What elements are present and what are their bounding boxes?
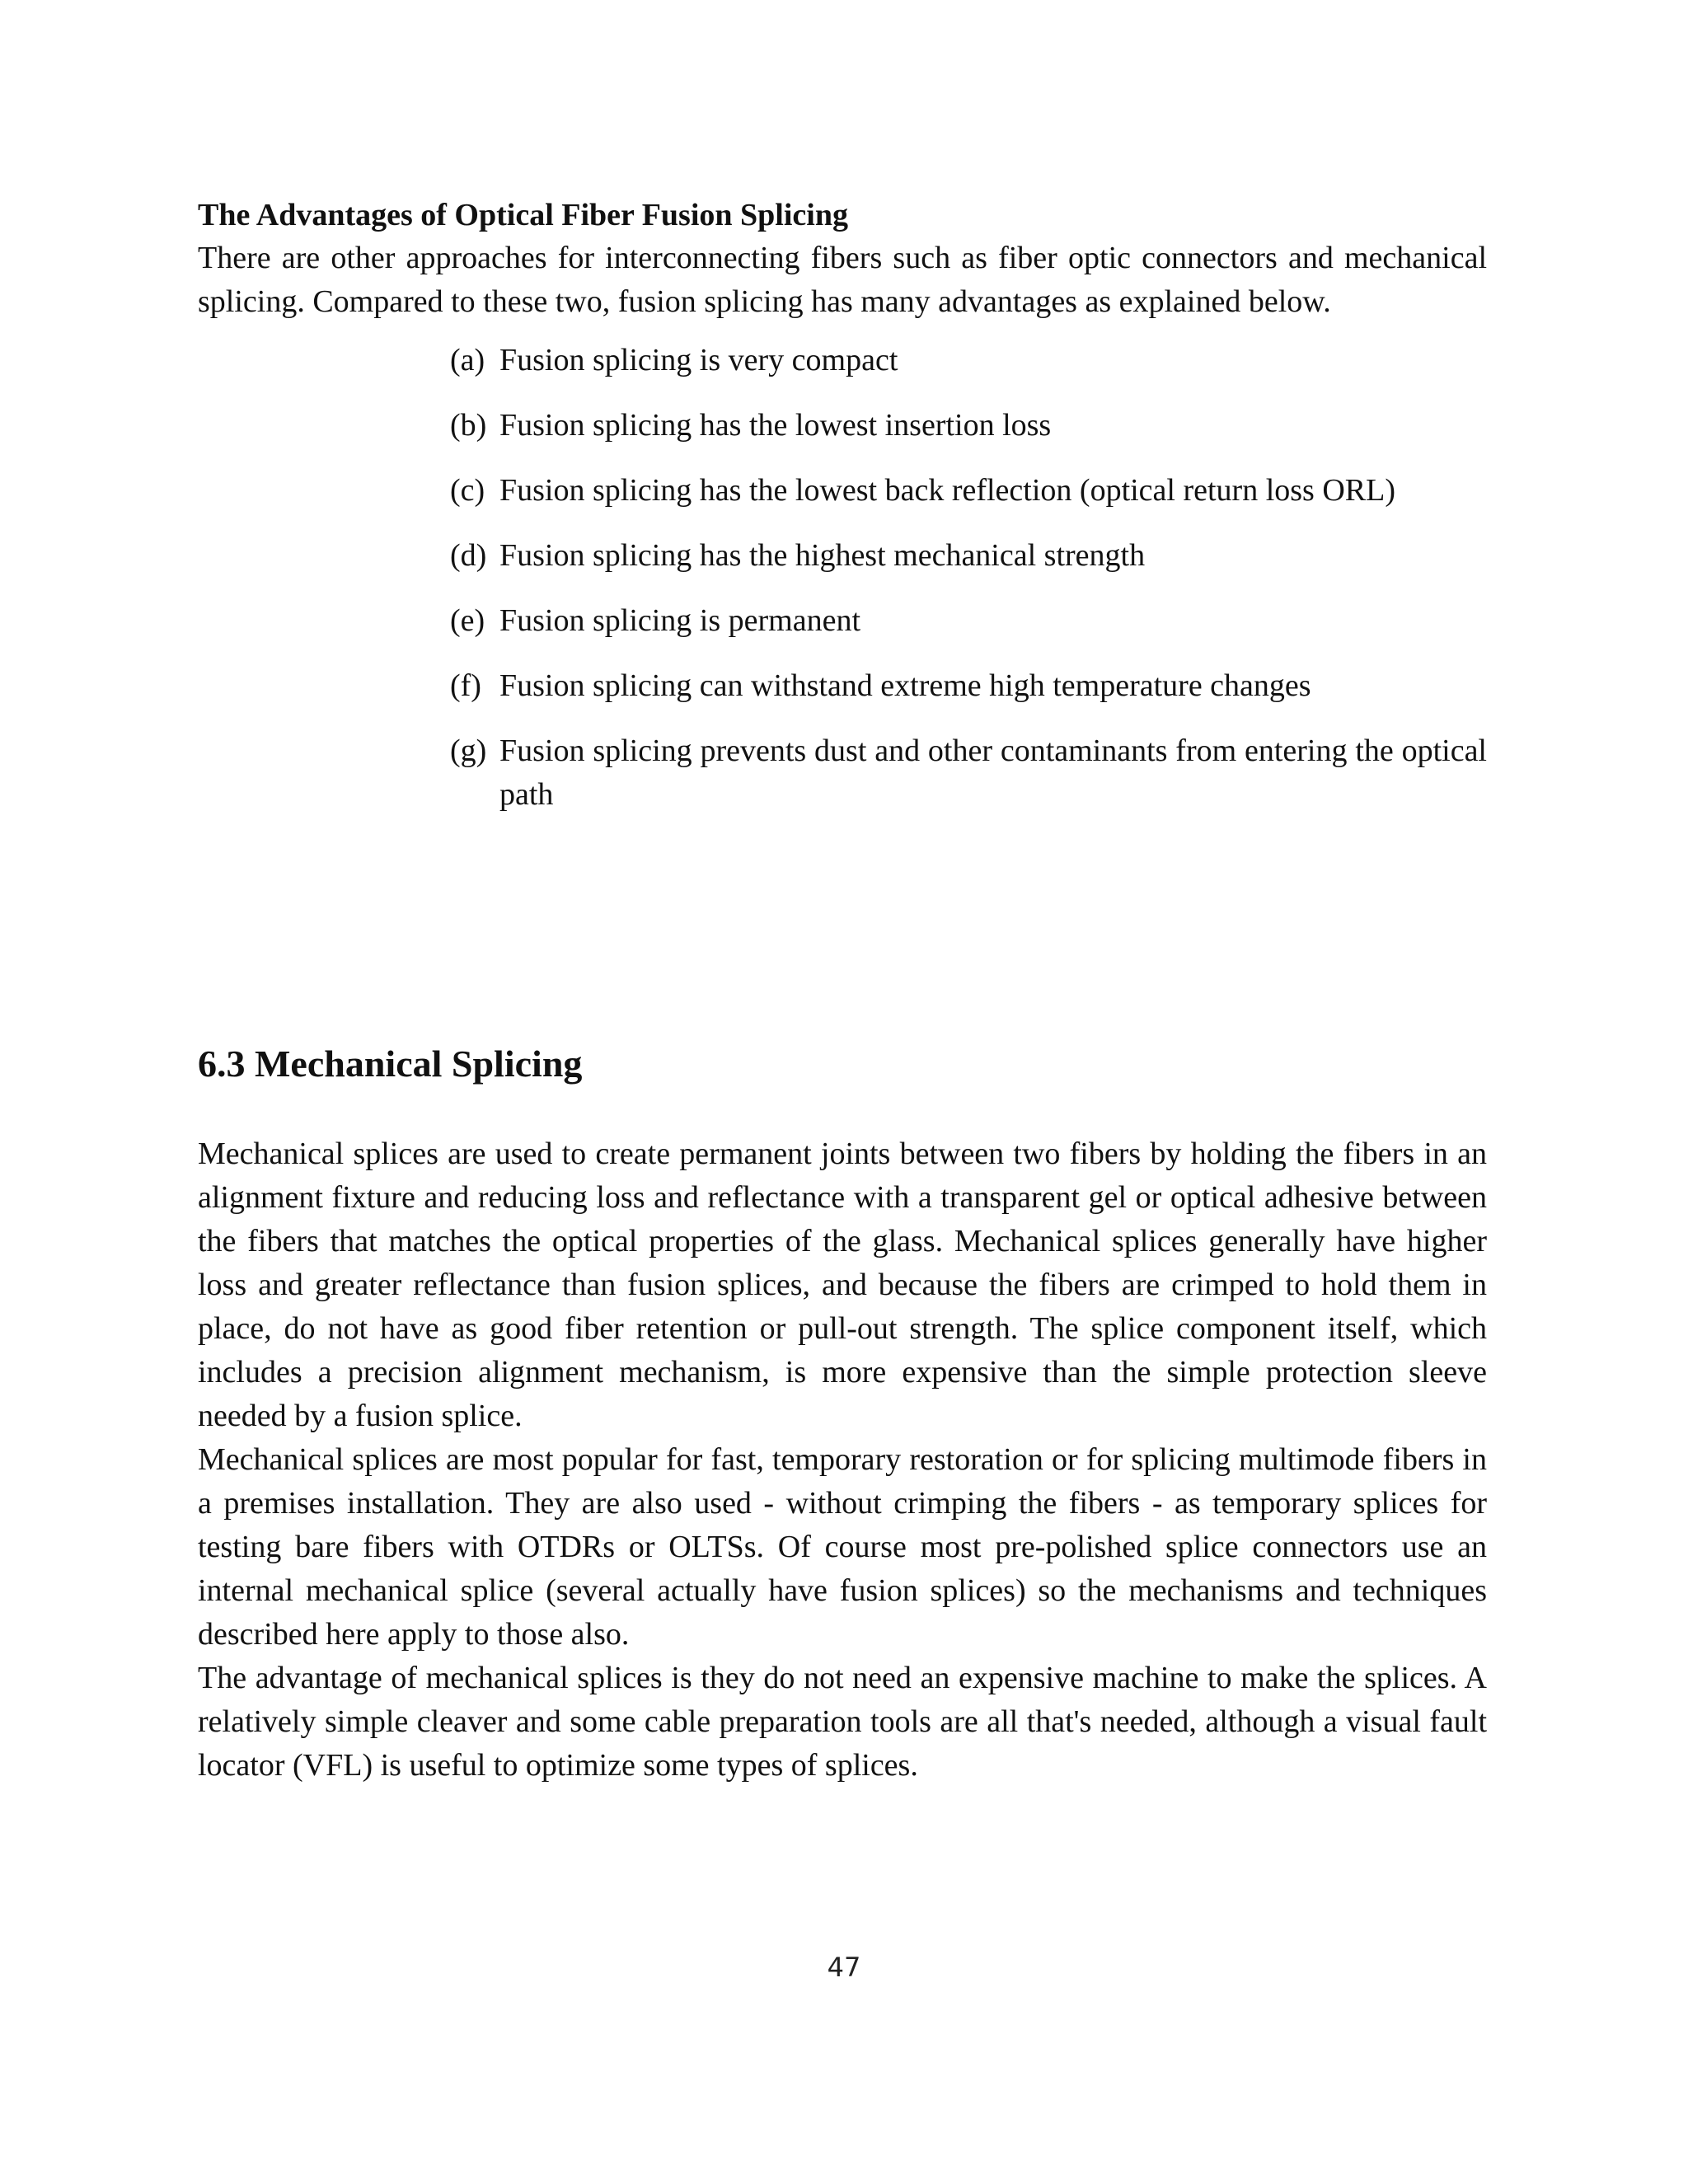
list-item [450, 599, 1487, 643]
list-marker: (d) [450, 538, 487, 574]
list-item-text: Fusion splicing is permanent [499, 603, 861, 639]
advantages-intro-paragraph: There are other approaches for interconnecting fibers such as fiber optic connectors and mechanical splicing. Compared to these two, fusion splicing has many advantages as explained below. [198, 241, 1487, 320]
list-marker: (e) [450, 603, 485, 639]
mechanical-paragraph-1: Mechanical splices are used to create permanent joints between two fibers by holding the fibers in an alignment fixture and reducing loss and reflectance with a transparent gel or optical adhesive between the fibers that matches the optical properties of the glass. Mechanical splices generally have higher loss and greater reflectance than fusion splices, and because the fibers are crimped to hold them in place, do not have as good fiber retention or pull-out strength. The splice component itself, which includes a precision alignment mechanism, is more expensive than the simple protection sleeve needed by a fusion splice. [198, 1137, 1487, 1433]
advantages-heading: The Advantages of Optical Fiber Fusion Splicing [198, 198, 848, 232]
list-item-text: Fusion splicing prevents dust and other contaminants from entering the optical path [499, 733, 1487, 813]
list-item-text: Fusion splicing has the lowest back reflection (optical return loss ORL) [499, 473, 1395, 509]
list-marker: (b) [450, 408, 487, 443]
list-item [450, 534, 1487, 578]
list-item-text: Fusion splicing can withstand extreme high temperature changes [499, 668, 1311, 704]
list-item-text: Fusion splicing has the highest mechanical strength [499, 538, 1146, 574]
mechanical-paragraph-3: The advantage of mechanical splices is they do not need an expensive machine to make the splices. A relatively simple cleaver and some cable preparation tools are all that's needed, although a visual fault locator (VFL) is useful to optimize some types of splices. [198, 1661, 1487, 1783]
page-number: 47 [827, 1952, 861, 1983]
list-item [450, 339, 1487, 382]
list-item [450, 729, 1487, 817]
list-item-text: Fusion splicing has the lowest insertion loss [499, 408, 1052, 443]
mechanical-splicing-heading: 6.3 Mechanical Splicing [198, 1043, 583, 1085]
list-item [450, 664, 1487, 708]
list-item-text: Fusion splicing is very compact [499, 343, 898, 378]
list-item [450, 404, 1487, 448]
advantages-list [198, 339, 1487, 817]
advantages-section [198, 194, 1487, 838]
list-item [450, 469, 1487, 513]
list-marker: (c) [450, 473, 485, 509]
list-marker: (a) [450, 343, 485, 378]
mechanical-splicing-section [198, 1132, 1487, 1788]
mechanical-paragraph-2: Mechanical splices are most popular for fast, temporary restoration or for splicing multimode fibers in a premises installation. They are also used - without crimping the fibers - as temporary splices for testing bare fibers with OTDRs or OLTSs. Of course most pre-polished splice connectors use an internal mechanical splice (several actually have fusion splices) so the mechanisms and techniques described here apply to those also. [198, 1442, 1487, 1652]
list-marker: (f) [450, 668, 481, 704]
list-marker: (g) [450, 733, 487, 769]
